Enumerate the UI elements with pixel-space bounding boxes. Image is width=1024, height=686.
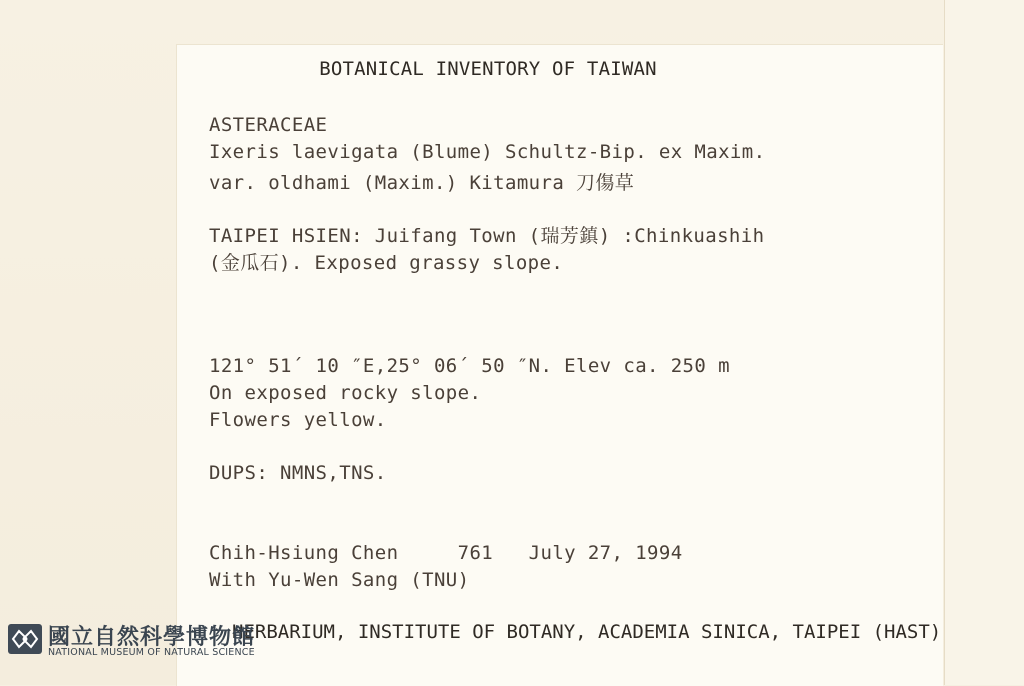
museum-name-chinese: 國立自然科學博物館 [48,625,256,650]
coordinates-elevation: 121° 51´ 10 ″E,25° 06´ 50 ″N. Elev ca. 250 m [209,355,730,377]
institution-line: HERBARIUM, INSTITUTE OF BOTANY, ACADEMIA SINICA, TAIPEI (HAST) [232,621,942,643]
duplicates-text: DUPS: NMNS,TNS. [209,462,387,484]
museum-logo-icon [8,624,42,654]
label-title: BOTANICAL INVENTORY OF TAIWAN [319,58,657,80]
locality-line2: (金瓜石). Exposed grassy slope. [209,252,564,274]
flower-notes: Flowers yellow. [209,409,387,431]
species-name-line2: var. oldhami (Maxim.) Kitamura 刀傷草 [209,172,635,194]
collector-line: Chih-Hsiung Chen 761 July 27, 1994 [209,542,683,564]
museum-watermark [8,622,308,662]
family-name: ASTERACEAE [209,114,328,136]
habitat-text: On exposed rocky slope. [209,382,482,404]
museum-name-english: NATIONAL MUSEUM OF NATURAL SCIENCE [48,647,255,658]
sheet-edge-strip [944,0,1024,685]
co-collector-line: With Yu-Wen Sang (TNU) [209,569,470,591]
species-name-line1: Ixeris laevigata (Blume) Schultz-Bip. ex Maxim. [209,141,766,163]
locality-line1: TAIPEI HSIEN: Juifang Town (瑞芳鎮) :Chinkuashih [209,225,765,247]
